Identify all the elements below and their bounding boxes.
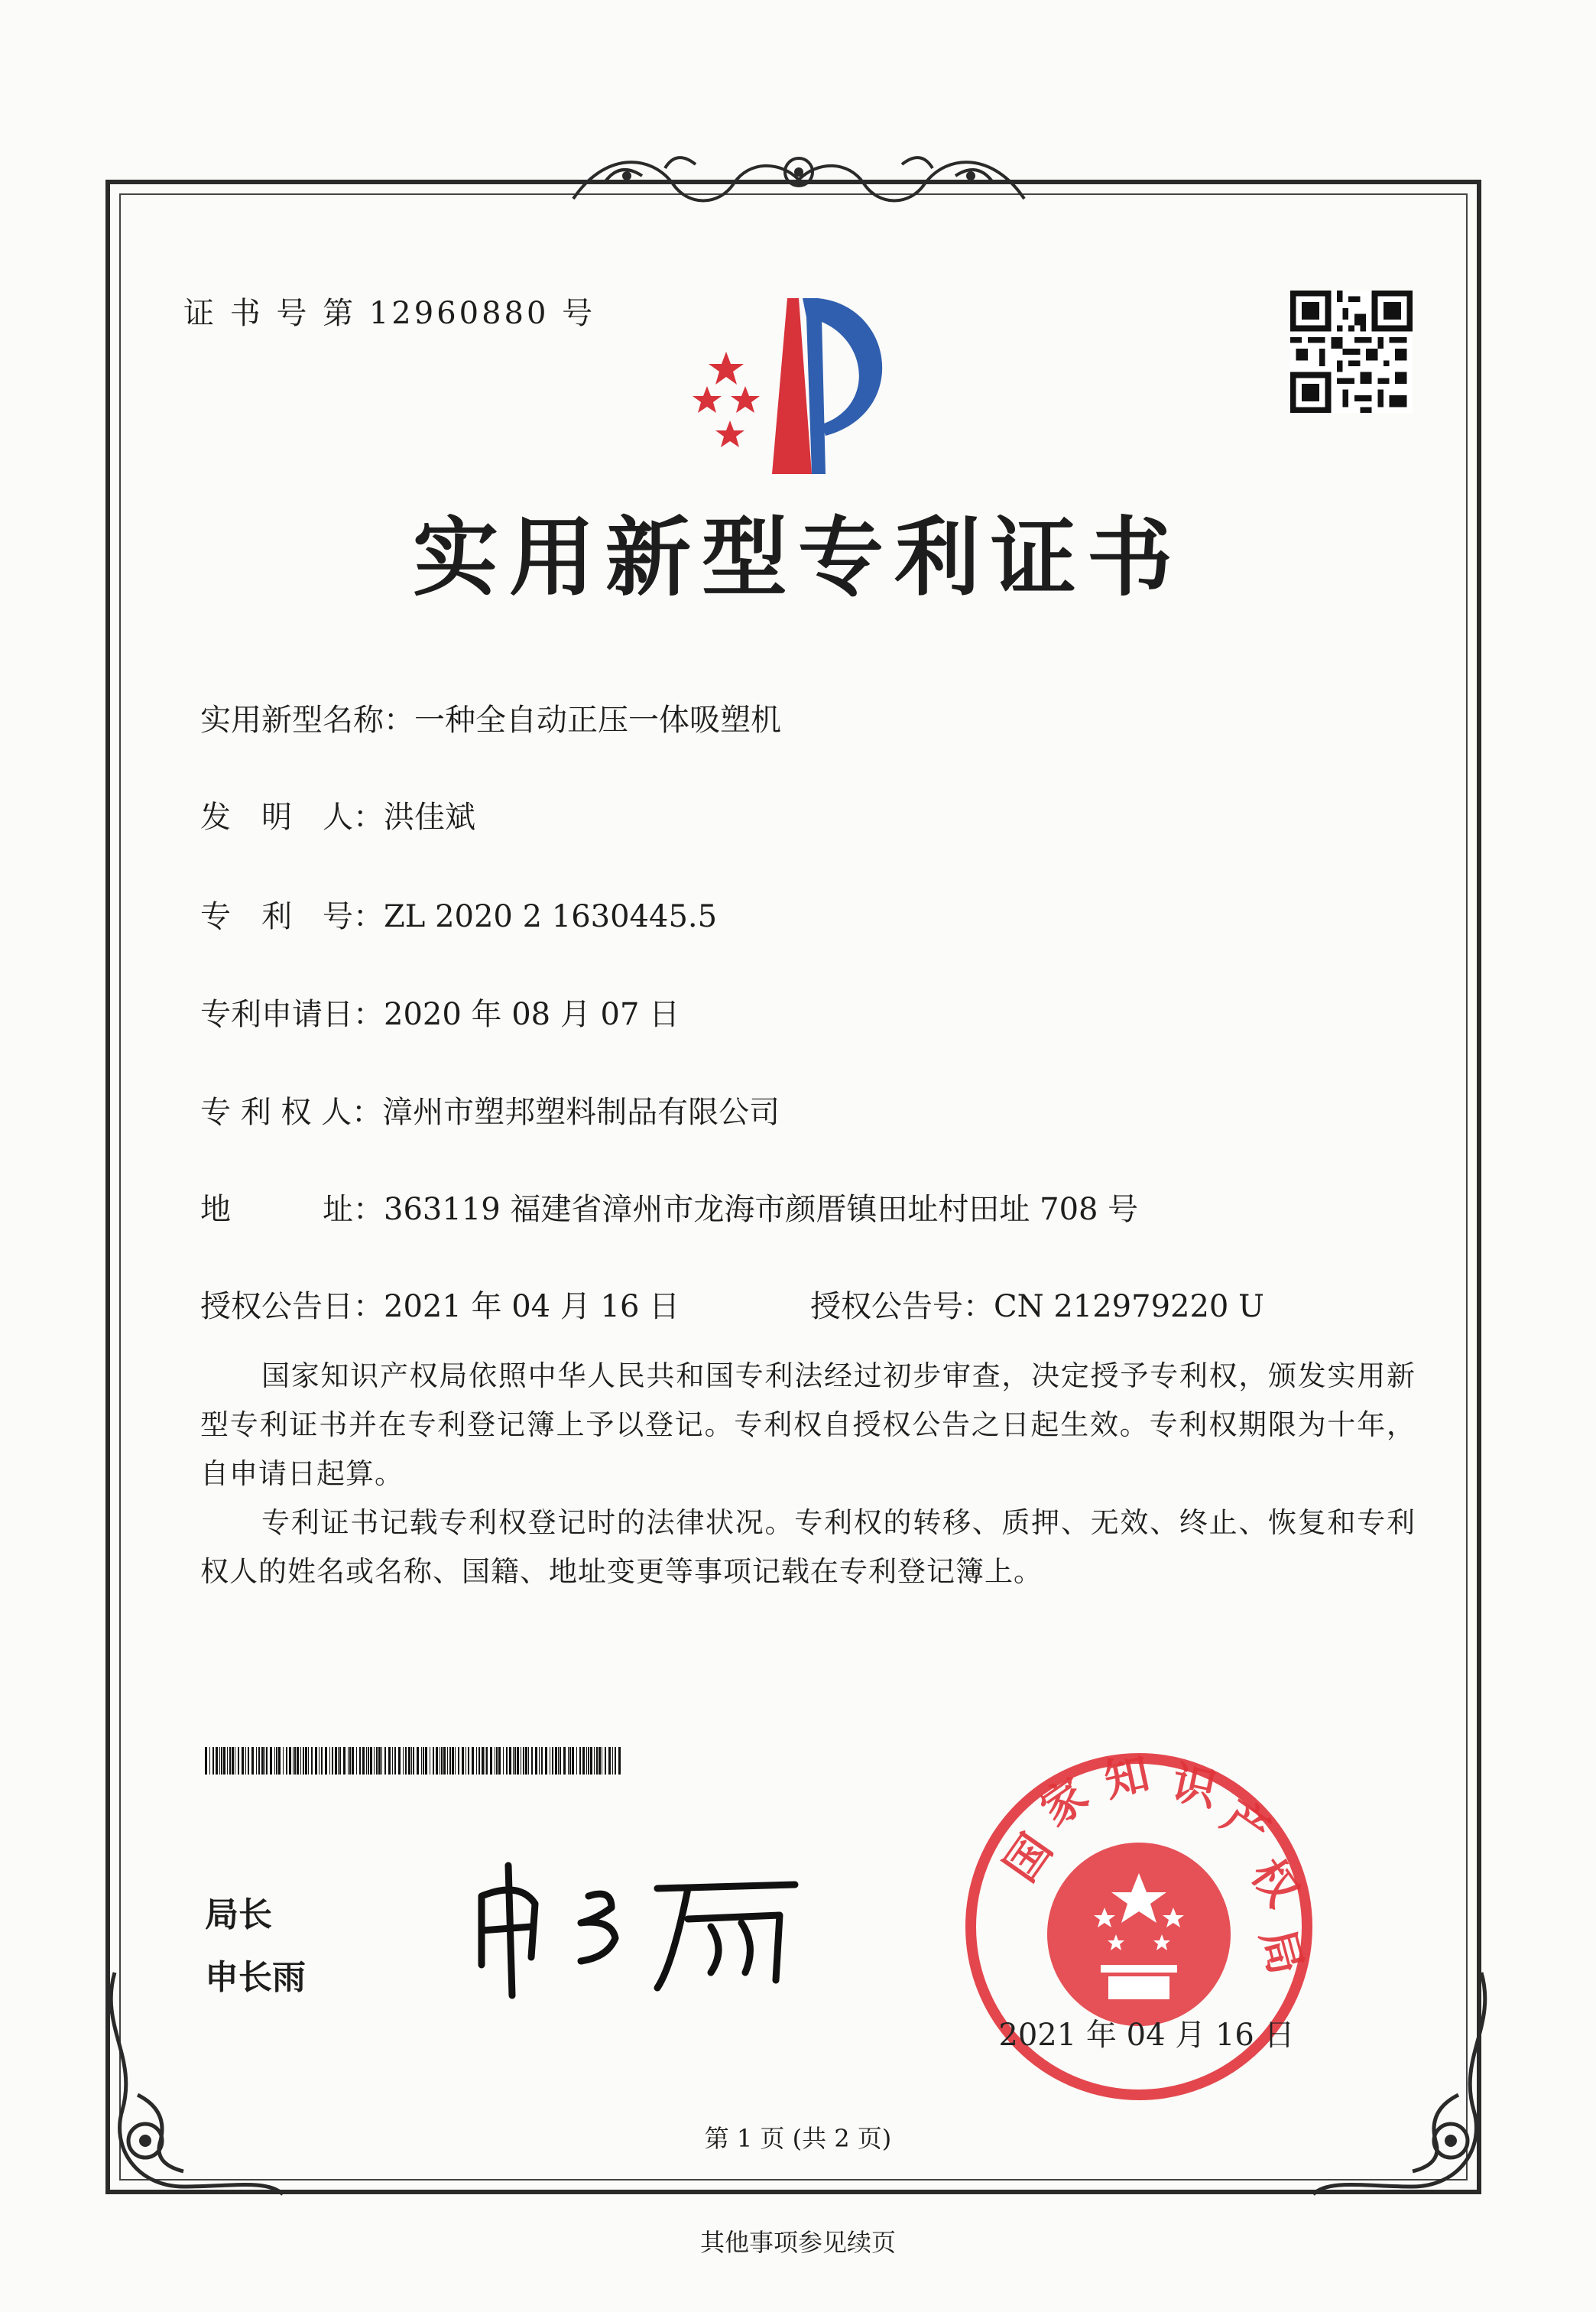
inventor-value: 洪佳斌 — [384, 800, 475, 835]
official-seal-icon — [955, 1743, 1322, 2110]
svg-text:产: 产 — [1212, 1789, 1280, 1858]
certificate-title: 实用新型专利证书 — [413, 508, 1183, 608]
svg-text:识: 识 — [1167, 1756, 1221, 1817]
inventor-row — [200, 793, 475, 836]
body-paragraph-1: 国家知识产权局依照中华人民共和国专利法经过初步审查，决定授予专利权，颁发实用新型专利证书并在专利登记簿上予以登记。专利权自授权公告之日起生效。专利权期限为十年，自申请日起算。 — [200, 1359, 1416, 1490]
patent-number-value: ZL 2020 2 1630445.5 — [384, 899, 718, 934]
page-number: 第 1 页 (共 2 页) — [704, 2124, 892, 2153]
announcement-date-value: 2021 年 04 月 16 日 — [384, 1289, 680, 1324]
handwritten-signature-icon — [459, 1850, 826, 2003]
announcement-number-value: CN 212979220 U — [994, 1289, 1264, 1324]
utility-model-name-label: 实用新型名称： — [200, 703, 414, 738]
address-value: 363119 福建省漳州市龙海市颜厝镇田址村田址 708 号 — [384, 1192, 1139, 1227]
utility-model-name-row — [200, 696, 781, 739]
patentee-row — [200, 1088, 780, 1132]
cnipa-logo-icon — [673, 283, 933, 482]
patent-number-row — [200, 892, 717, 936]
patentee-label: 专 利 权 人： — [200, 1095, 383, 1130]
certificate-number: 证 书 号 第 12960880 号 — [183, 296, 596, 331]
address-row — [200, 1185, 1138, 1229]
svg-text:知: 知 — [1099, 1747, 1154, 1807]
director-title: 局长 — [205, 1895, 272, 1934]
svg-text:家: 家 — [1031, 1768, 1098, 1836]
barcode-icon — [205, 1747, 625, 1775]
top-ornament — [558, 138, 1040, 222]
bottom-right-ornament — [1306, 1957, 1504, 2210]
address-label: 地 址： — [200, 1192, 384, 1227]
svg-text:权: 权 — [1241, 1849, 1309, 1916]
application-date-label: 专利申请日： — [200, 997, 384, 1032]
inventor-label: 发 明 人： — [200, 800, 384, 835]
qr-code-icon — [1290, 291, 1413, 413]
patent-number-label: 专 利 号： — [200, 899, 384, 934]
director-name: 申长雨 — [205, 1958, 306, 1997]
svg-text:局: 局 — [1251, 1924, 1313, 1980]
footer-note: 其他事项参见续页 — [699, 2228, 896, 2257]
announcement-date-label: 授权公告日： — [200, 1289, 384, 1324]
seal-date: 2021 年 04 月 16 日 — [998, 2018, 1295, 2053]
application-date-value: 2020 年 08 月 07 日 — [384, 997, 680, 1032]
announcement-number-row — [810, 1282, 1264, 1326]
application-date-row — [200, 990, 680, 1034]
svg-text:国: 国 — [994, 1824, 1062, 1891]
announcement-number-label: 授权公告号： — [810, 1289, 994, 1324]
patentee-value: 漳州市塑邦塑料制品有限公司 — [382, 1095, 780, 1130]
utility-model-name-value: 一种全自动正压一体吸塑机 — [414, 703, 781, 738]
announcement-date-row — [200, 1282, 680, 1326]
body-paragraph-2: 专利证书记载专利权登记时的法律状况。专利权的转移、质押、无效、终止、恢复和专利权人的姓名或名称、国籍、地址变更等事项记载在专利登记簿上。 — [200, 1506, 1416, 1588]
